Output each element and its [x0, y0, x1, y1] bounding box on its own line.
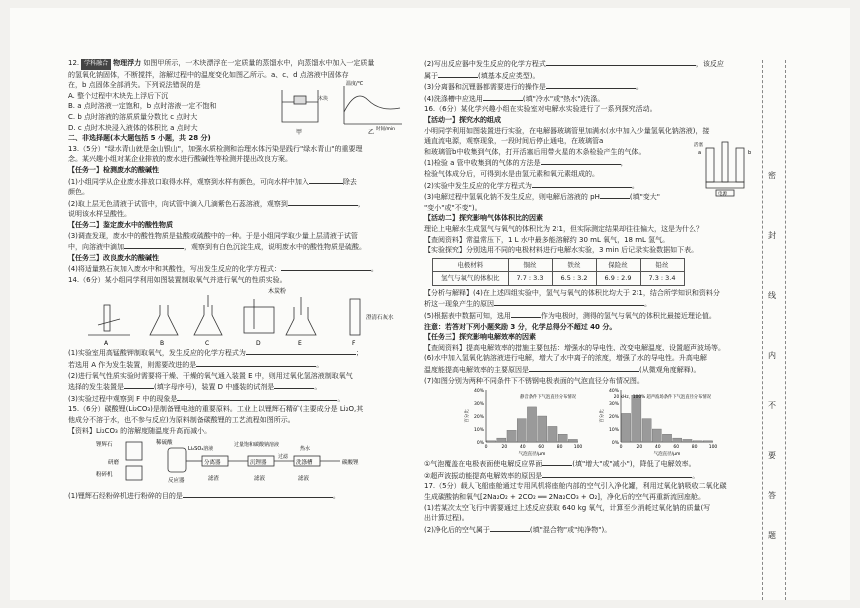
x-tick-label: 100 [573, 445, 583, 451]
chart-ultrasonic [599, 386, 719, 456]
label-wood-powder: 木炭粉 [268, 288, 287, 296]
q14-2b: 选择的发生装置是 (填字母序号)，装置 D 中盛装的试剂是 。 [68, 383, 322, 392]
x-tick-label: 80 [691, 445, 698, 451]
chart-bar [517, 419, 526, 442]
q13-line-1: 13.（5分）"绿水青山就是金山银山"，加强水质检测和治理水体污染是践行"绿水青山"的重要理 [68, 144, 363, 153]
svg-text:沉锂器: 沉锂器 [250, 460, 267, 467]
q13-4: (4)将适量熟石灰加入废水中和其酸性，写出发生反应的化学方程式： 。 [68, 265, 378, 274]
q16-5: (5)根据表中数据可知，选用 作为电极时，测得的氢气与氧气的体积比最接近理论值。 [424, 312, 716, 321]
chart-title: 静音条件下气泡直径分布情况 [520, 395, 576, 401]
q13-1b: 颜色。 [68, 188, 89, 197]
chart-bar [538, 416, 547, 442]
chart-bar [568, 440, 577, 443]
q16-p5: 【查阅资料】常温常压下，1 L 水中最多能溶解约 30 mL 氧气，18 mL 氢气。 [424, 235, 670, 244]
chart-ylabel: 百分比 [600, 409, 605, 423]
q16-line-1: 16.（6分）某化学兴趣小组在实验室对电解水实验进行了一系列探究活动。 [424, 105, 657, 114]
y-tick-label: 30% [608, 402, 619, 408]
q16-4b: 析这一现象产生的原因 。 [424, 300, 651, 309]
svg-text:稀硫酸: 稀硫酸 [156, 440, 173, 447]
y-tick-label: 40% [608, 389, 619, 395]
chart-bar [527, 407, 536, 442]
q13-task1: 【任务一】检测废水的酸碱性 [68, 165, 159, 174]
q14-1b: 若选用 A 作为发生装置，则需要改进的是 。 [68, 361, 324, 370]
q15-4: (4)洗涤槽中应选用 (填"冷水"或"热水")洗涤。 [424, 94, 605, 103]
svg-text:过量饱和碳酸钠溶液: 过量饱和碳酸钠溶液 [234, 442, 280, 449]
q13-3: (3)调查发现，废水中的酸性物质是盐酸或硫酸中的一种。于是小组同学取少量上层清液于试管 [68, 231, 358, 240]
chart-xlabel: 气泡直径/μm [518, 452, 546, 457]
x-tick-label: 40 [519, 445, 526, 451]
x-tick-label: 100 [708, 445, 718, 451]
svg-text:滤液: 滤液 [254, 476, 266, 483]
app-label-c: C [205, 340, 210, 348]
chart-bar [507, 431, 516, 443]
x-tick-label: 20 [636, 445, 643, 451]
y-tick-label: 20% [473, 415, 484, 421]
chart-bar [662, 434, 671, 442]
q12-option-a: A. 整个过程中木块先上浮后下沉 [68, 91, 169, 100]
q15-3: (3)分离器和沉锂器都需要进行的操作是 。 [424, 83, 643, 92]
q15-note: 【资料】Li₂CO₃ 的溶解度随温度升高而减小。 [68, 426, 212, 435]
y-tick-label: 10% [608, 428, 619, 434]
margin-char: 答 [768, 491, 776, 500]
margin-char: 不 [768, 401, 776, 410]
svg-text:分离器: 分离器 [204, 460, 221, 467]
q16-7: (7)如图分别为两种不同条件下不锈钢电极表面的气泡直径分布情况图。 [424, 376, 644, 385]
x-tick-label: 0 [484, 445, 488, 451]
x-tick-label: 60 [538, 445, 545, 451]
process-flow-diagram [68, 436, 398, 490]
q14-line-1: 14.（6分）某小组同学利用如图装置制取氧气并进行氧气的性质实验。 [68, 275, 287, 284]
q13-task3: 【任务三】改良废水的酸碱性 [68, 253, 159, 262]
q14-apparatus-figure [68, 285, 406, 347]
q17-2: (2)净化后的空气属于 (填"混合物"或"纯净物")。 [424, 525, 612, 534]
chart-bar [703, 441, 712, 442]
label-yi: 乙 [368, 129, 375, 136]
svg-text:滤渣: 滤渣 [208, 476, 220, 483]
q16-p6: 【实验探究】分别选用不同的电极材料进行电解水实验，3 min 后记录实验数据如下表。 [424, 246, 699, 255]
q16-3: (3)电解过程中氢氧化钠不发生反应，则电解后溶液的 pH (填"变大" [424, 193, 661, 202]
x-tick-label: 20 [501, 445, 508, 451]
chart-bar [652, 429, 661, 442]
svg-text:锂辉石: 锂辉石 [96, 442, 113, 449]
x-tick-label: 0 [619, 445, 623, 451]
chart-bar [497, 438, 506, 442]
app-label-a: A [104, 340, 109, 348]
app-label-b: B [160, 340, 165, 348]
bubble-charts [424, 386, 756, 458]
y-tick-label: 0% [611, 441, 619, 447]
svg-text:洗涤槽: 洗涤槽 [296, 460, 313, 467]
q16-9: ②超声波振动能提高电解效率的原因是 。 [424, 471, 700, 480]
q16-4: 【分析与解释】(4)在上述四组实验中，氢气与氧气的体积比均大于 2∶1，结合所学知识和资料分 [424, 288, 720, 297]
y-tick-label: 40% [473, 389, 484, 395]
chart-bar [487, 441, 496, 442]
svg-text:碳酸锂: 碳酸锂 [342, 460, 359, 467]
margin-char: 题 [768, 531, 776, 540]
q16-activity1: 【活动一】探究水的组成 [424, 115, 501, 124]
q16-p7: 【查阅资料】提高电解效率的措施主要包括：增强水的导电性、改变电解温度、设置超声波场等。 [424, 343, 725, 352]
q12-line-1: 12. 学科融合 物理浮力 如图甲所示，一木块漂浮在一定质量的蒸馏水中，向蒸馏水中加入一定质量 [68, 58, 406, 70]
axis-temperature: 温度/℃ [346, 81, 364, 87]
q14-1: (1)实验室用高锰酸钾制取氧气，发生反应的化学方程式为 ； [68, 349, 363, 358]
q12-option-d: D. c 点时木块浸入液体的体积比 a 点时大 [68, 123, 198, 132]
electrode-table [432, 258, 685, 286]
label-tube-b: b [748, 150, 752, 156]
chart-bar [683, 440, 692, 443]
q16-p1: 小明同学利用如图装置进行实验，在电解器玻璃管里加满水(水中加入少量氢氧化钠溶液)，接 [424, 126, 710, 135]
q15-2: (2)写出反应器中发生反应的化学方程式 ，该反应 [424, 60, 724, 68]
q12-line-2: 的氢氧化钠固体，不断搅拌，溶解过程中的温度变化如图乙所示。a、c、d 点溶液中固体存 [68, 70, 349, 79]
label-piston: 活塞 [694, 143, 703, 148]
q17-line-2: 生成碳酸钠和氧气[2Na₂O₂ + 2CO₂ ══ 2Na₂CO₃ + O₂]，净化后的空气再重新流回座舱。 [424, 493, 706, 501]
x-tick-label: 80 [556, 445, 563, 451]
app-label-f: F [352, 340, 356, 348]
q16-p4: 理论上电解水生成氢气与氧气的体积比为 2∶1，但实际测定结果却往往偏大，这是为什么？ [424, 224, 703, 233]
apparatus-diagram [68, 285, 398, 347]
q13-3b: 中，向溶液中滴加 ，观察到有白色沉淀生成，说明废水中的酸性物质是硫酸。 [68, 243, 366, 252]
q17-line-3: (1)若某次太空飞行中需要通过上述反应获取 640 kg 氧气，计算至少消耗过氧化钠的质量(写 [424, 503, 711, 512]
q13-2: (2)取上层无色清液于试管中，向试管中滴入几滴紫色石蕊溶液，观察到 ， [68, 199, 365, 208]
q16-3b: "变小"或"不变")。 [424, 203, 482, 212]
y-tick-label: 10% [473, 428, 484, 434]
q16-p3: 和玻璃管b中收集到气体，打开活塞后用带火星的木条检验产生的气体。 [424, 147, 646, 156]
svg-text:热水: 热水 [300, 446, 311, 453]
table-row: 氢气与氧气的体积比 7.7 : 3.3 6.5 : 3.2 6.9 : 2.9 7.3 : 3.4 [433, 272, 685, 286]
chart-xlabel: 气泡直径/μm [653, 452, 681, 457]
q13-line-2: 念。某兴趣小组对某企业排放的废水进行酸碱性等检测并提出改良方案。 [68, 155, 292, 164]
svg-text:研磨: 研磨 [108, 460, 120, 467]
x-tick-label: 40 [654, 445, 661, 451]
chart-bar [693, 441, 702, 442]
svg-text:Li₂SO₄溶液: Li₂SO₄溶液 [188, 446, 214, 453]
q13-task2: 【任务二】鉴定废水中的酸性物质 [68, 220, 173, 229]
margin-char: 密 [768, 171, 776, 180]
chart-bar [548, 427, 557, 443]
q16-8: ①气泡覆盖在电极表面使电解反应界面 (填"增大"或"减小")，降低了电解效率。 [424, 460, 696, 469]
q16-1b: 检验气体成分后，可得到水是由氢元素和氧元素组成的。 [424, 169, 599, 178]
q16-1: (1)检验 a 管中收集到的气体的方法是 ， [424, 159, 628, 168]
chart-bar [632, 395, 641, 442]
q15-1: (1)锂辉石经粉碎机进行粉碎的目的是 。 [68, 492, 340, 501]
label-tube-a: a [698, 150, 702, 156]
margin-char: 线 [768, 291, 776, 300]
q15-flow-figure [68, 436, 406, 490]
binding-margin [762, 60, 786, 600]
chart-ylabel: 百分比 [465, 409, 470, 423]
chart-silent [464, 386, 584, 456]
q15-line-1: 15.（6分）碳酸锂(Li₂CO₃)是制备锂电池的重要原料。工业上以锂辉石精矿(主要成分是 Li₂O,其 [68, 405, 364, 414]
q13-1: (1)小组同学从企业废水排放口取得水样，观察到水样有颜色，可向水样中加入 除去 [68, 177, 357, 186]
q16-p2: 通直流电源，观察现象，一段时间后停止通电，在玻璃管a [424, 137, 604, 146]
axis-time: 时间/min [376, 127, 396, 132]
electrolysis-figure [694, 140, 760, 198]
q17-line-4: 出计算过程)。 [424, 514, 469, 523]
q12-figure [278, 78, 406, 138]
table-header-row: 电极材料 铜丝 铁丝 保险丝 铅丝 [433, 258, 685, 272]
chart-bar [642, 419, 651, 442]
section-two-heading: 二、非选择题(本大题包括 5 小题，共 28 分) [68, 134, 211, 143]
svg-text:过滤: 过滤 [278, 454, 289, 461]
app-label-e: E [298, 340, 302, 348]
q14-2: (2)进行氧气性质实验时需要将干燥、干燥的氧气通入装置 E 中，则用过氧化氢溶液制取氧气 [68, 371, 353, 380]
y-tick-label: 30% [473, 402, 484, 408]
q17-line-1: 17.（5分）载人飞船座舱通过专用风机将座舱内部的空气引入净化罐，利用过氧化钠吸收二氧化碳 [424, 482, 727, 491]
label-jia: 甲 [296, 129, 303, 136]
app-label-d: D [256, 340, 261, 348]
y-tick-label: 20% [608, 415, 619, 421]
q16-activity2: 【活动二】探究影响气体体积比的因素 [424, 214, 543, 223]
q14-3: (3)实验过程中观察到 F 中的现象是 。 [68, 394, 345, 403]
chart-title: 20 kHz、100% 超声波场条件下气泡直径分布情况 [613, 395, 711, 401]
margin-char: 要 [768, 451, 776, 460]
svg-text:反应器: 反应器 [168, 478, 185, 485]
q16-6: (6)水中加入氢氧化钠溶液进行电解，增大了水中离子的浓度，增强了水的导电性。升高电解 [424, 354, 707, 363]
q12-option-b: B. a 点时溶液一定饱和，b 点时溶液一定不饱和 [68, 102, 217, 111]
svg-text:滤液: 滤液 [298, 476, 310, 483]
q16-task3: 【任务三】探究影响电解效率的因素 [424, 333, 536, 342]
subject-tag: 学科融合 [81, 59, 111, 70]
chart-bar [558, 434, 567, 442]
q15-2b: 属于 (填基本反应类型)。 [424, 71, 540, 80]
y-tick-label: 0% [476, 441, 484, 447]
margin-char: 内 [768, 351, 776, 360]
q15-line-2: 他成分不溶于水，也不参与反应)为原料制备碳酸锂的工艺流程如图所示。 [68, 416, 295, 425]
bonus-note: 注意：若答对下列小题奖励 3 分，化学总得分不超过 40 分。 [424, 322, 617, 331]
label-power: 电源 [718, 192, 727, 197]
margin-char: 封 [768, 231, 776, 240]
chart-bar [622, 414, 631, 443]
q16-2: (2)实验中发生反应的化学方程式为 。 [424, 181, 639, 190]
q12-line-3: 在，b 点固体全部消失。下列说法错误的是 [68, 81, 201, 90]
label-limewater: 澄清石灰水 [366, 315, 394, 322]
x-tick-label: 60 [673, 445, 680, 451]
chart-bar [673, 438, 682, 442]
right-column [424, 58, 756, 535]
q13-2b: 说明该水样呈酸性。 [68, 210, 131, 219]
svg-text:粉碎机: 粉碎机 [96, 472, 113, 479]
q16-6b: 温度能提高电解效率的主要原因是 (从微观角度解释)。 [424, 366, 701, 375]
label-wood: 木块 [318, 96, 329, 102]
q12-option-c: C. b 点时溶液的溶质质量分数比 c 点时大 [68, 112, 198, 121]
